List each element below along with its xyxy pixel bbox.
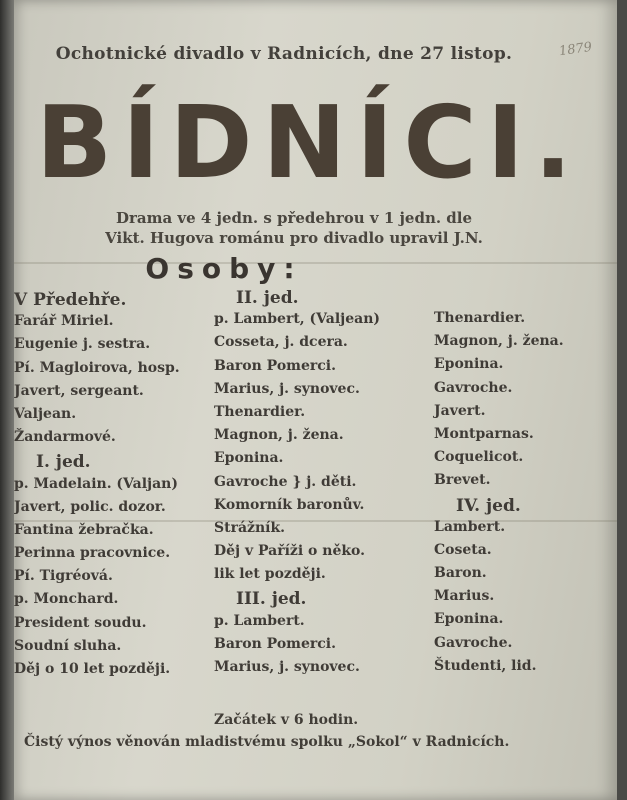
cast-line: Baron. <box>434 565 487 582</box>
cast-line: Thenardier. <box>434 310 526 326</box>
cast-line: Javert, polic. dozor. <box>14 498 166 515</box>
cast-line: Soudní sluha. <box>14 637 122 654</box>
cast-line: President soudu. <box>14 614 147 631</box>
cast-line: Cosseta, j. dcera. <box>214 334 348 351</box>
act-heading: I. jed. <box>36 452 91 473</box>
act-heading: V Předehře. <box>14 290 127 310</box>
act-heading: II. jed. <box>236 288 299 308</box>
cast-line: Pí. Magloirova, hosp. <box>14 359 180 376</box>
cast-line: Coquelicot. <box>434 449 524 466</box>
play-subtitle <box>14 208 574 248</box>
cast-line: Komorník baronův. <box>214 496 365 513</box>
cast-line: Javert. <box>434 402 486 419</box>
cast-line: Farář Miriel. <box>14 313 114 330</box>
subtitle-line: Drama ve 4 jedn. s předehrou v 1 jedn. dle <box>115 209 473 227</box>
cast-line: Brevet. <box>434 472 491 489</box>
cast-line: Magnon, j. žena. <box>434 333 564 350</box>
cast-column-3 <box>434 310 564 681</box>
cast-line: Coseta. <box>434 541 492 558</box>
theatre-header: Ochotnické divadlo v Radnicích, dne 27 listop. <box>55 44 513 64</box>
cast-line: Baron Pomerci. <box>214 635 336 652</box>
cast-line: Marius. <box>434 588 495 605</box>
cast-line: Strážník. <box>214 519 286 536</box>
cast-heading: Osoby: <box>145 252 303 285</box>
cast-line: Eponina. <box>434 356 504 373</box>
cast-line: Lambert. <box>434 518 506 535</box>
cast-line: Marius, j. synovec. <box>214 659 360 675</box>
cast-line: Gavroche } j. děti. <box>214 473 357 490</box>
act-heading: IV. jed. <box>456 495 521 516</box>
cast-line: Baron Pomerci. <box>214 357 336 374</box>
cast-line: lik let později. <box>214 566 326 583</box>
cast-line: p. Monchard. <box>14 591 119 608</box>
subtitle-line: Vikt. Hugova románu pro divadlo upravil J.N. <box>105 229 483 247</box>
playbill-poster <box>14 0 617 800</box>
proceeds-note: Čistý výnos věnován mladistvému spolku „Sokol“ v Radnicích. <box>24 734 510 750</box>
cast-line: Eponina. <box>434 611 504 628</box>
cast-column-1 <box>14 290 180 684</box>
cast-line: Montparnas. <box>434 425 534 442</box>
cast-line: Perinna pracovnice. <box>14 545 171 562</box>
cast-line: Marius, j. synovec. <box>214 380 360 397</box>
cast-line: Gavroche. <box>434 634 513 651</box>
cast-line: p. Madelain. (Valjan) <box>14 475 178 492</box>
cast-line: Javert, sergeant. <box>14 382 144 399</box>
cast-line: Eponina. <box>214 450 284 467</box>
cast-line: Eugenie j. sestra. <box>14 336 151 353</box>
cast-line: Magnon, j. žena. <box>214 427 344 444</box>
cast-line: Fantina žebračka. <box>14 521 154 538</box>
cast-column-2 <box>214 288 380 682</box>
cast-line: Pí. Tigréová. <box>14 568 113 585</box>
cast-line: Študenti, lid. <box>434 657 537 674</box>
cast-line: p. Lambert. <box>214 612 305 629</box>
cast-line: Gavroche. <box>434 379 513 396</box>
play-title: BÍDNÍCI. <box>36 84 582 201</box>
cast-line: Děj o 10 let později. <box>14 661 171 677</box>
cast-line: Žandarmové. <box>14 429 116 446</box>
cast-line: Thenardier. <box>214 403 306 420</box>
act-heading: III. jed. <box>236 589 307 610</box>
cast-line: p. Lambert, (Valjean) <box>214 311 380 328</box>
cast-line: Valjean. <box>14 405 77 422</box>
start-time: Začátek v 6 hodin. <box>214 712 359 728</box>
cast-line: Děj v Paříži o něko. <box>214 543 366 560</box>
pencil-note: 1879 <box>558 39 593 60</box>
